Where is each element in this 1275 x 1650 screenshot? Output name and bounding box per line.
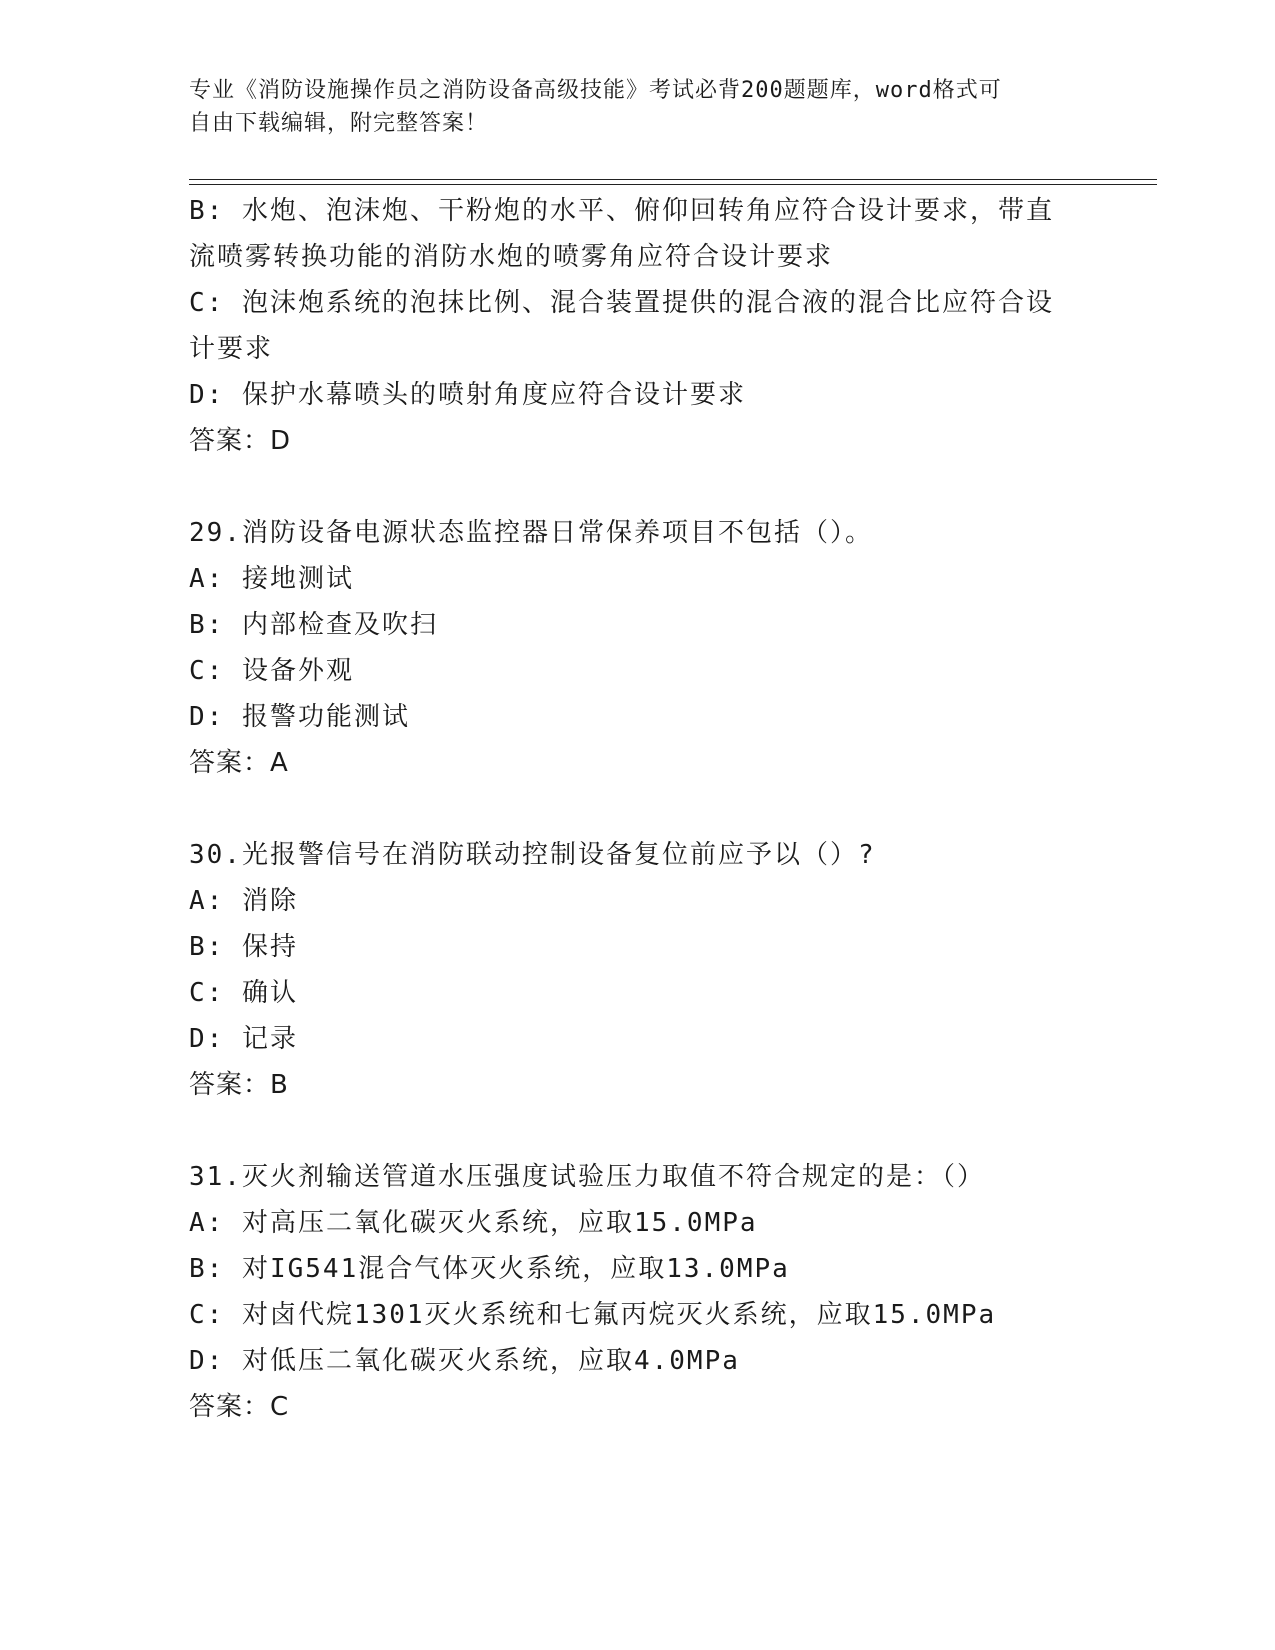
answer: 答案：D [189,426,292,456]
option-a: A: 接地测试 [189,564,354,594]
spacer [189,464,1089,510]
question-block [189,510,1089,786]
spacer [189,1108,1089,1154]
option-d: D: 记录 [189,1024,298,1054]
answer: 答案：C [189,1392,290,1422]
option-c-line-1: C: 泡沫炮系统的泡抹比例、混合装置提供的混合液的混合比应符合设 [189,288,1054,318]
header-divider-bottom [189,184,1157,185]
spacer [189,786,1089,832]
option-d: D: 保护水幕喷头的喷射角度应符合设计要求 [189,380,746,410]
option-a: A: 对高压二氧化碳灭火系统，应取15.0MPa [189,1208,758,1238]
question-text: 31.灭火剂输送管道水压强度试验压力取值不符合规定的是：（） [189,1162,985,1192]
question-block [189,832,1089,1108]
option-d: D: 对低压二氧化碳灭火系统，应取4.0MPa [189,1346,740,1376]
option-b-line-2: 流喷雾转换功能的消防水炮的喷雾角应符合设计要求 [189,242,834,272]
option-b: B: 内部检查及吹扫 [189,610,438,640]
header-line-1: 专业《消防设施操作员之消防设备高级技能》考试必背200题题库，word格式可 [189,78,1002,103]
previous-question-tail [189,188,1089,464]
option-a: A: 消除 [189,886,298,916]
document-header [189,74,1089,140]
option-c-line-2: 计要求 [189,334,274,364]
header-divider-top [189,179,1157,180]
question-text: 30.光报警信号在消防联动控制设备复位前应予以（）? [189,840,876,870]
header-line-2: 自由下载编辑，附完整答案！ [189,111,489,136]
answer: 答案：A [189,748,289,778]
option-b: B: 对IG541混合气体灭火系统，应取13.0MPa [189,1254,790,1284]
option-b: B: 保持 [189,932,298,962]
option-d: D: 报警功能测试 [189,702,410,732]
option-b-line-1: B: 水炮、泡沫炮、干粉炮的水平、俯仰回转角应符合设计要求，带直 [189,196,1054,226]
option-c: C: 确认 [189,978,298,1008]
question-content [189,188,1089,1430]
option-c: C: 设备外观 [189,656,354,686]
option-c: C: 对卤代烷1301灭火系统和七氟丙烷灭火系统，应取15.0MPa [189,1300,997,1330]
answer: 答案：B [189,1070,289,1100]
question-block [189,1154,1089,1430]
question-text: 29.消防设备电源状态监控器日常保养项目不包括（）。 [189,518,873,548]
